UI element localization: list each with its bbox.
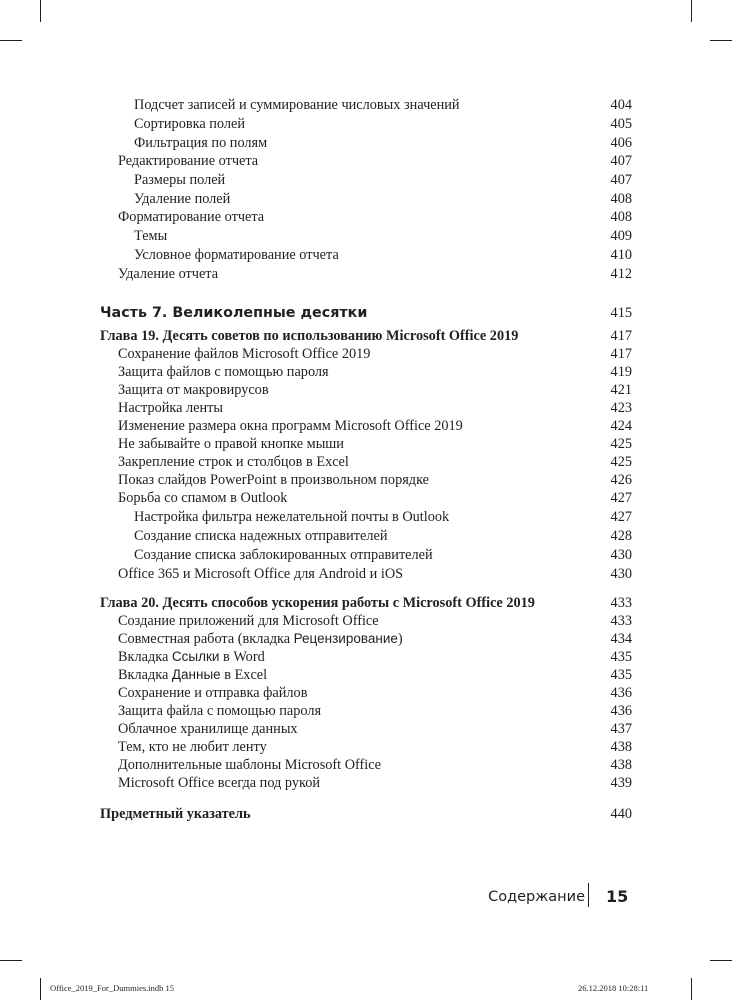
toc-entry <box>0 363 732 381</box>
toc-entry-title: Защита от макровирусов <box>118 382 269 398</box>
toc-entry <box>0 417 732 435</box>
crop-mark <box>0 40 22 41</box>
toc-entry-page: 438 <box>610 739 632 755</box>
toc-part-heading <box>0 304 732 322</box>
toc-entry-title-prefix: Вкладка <box>118 667 172 683</box>
toc-entry <box>0 648 732 666</box>
toc-entry <box>0 471 732 489</box>
toc-entry-page: 425 <box>610 454 632 470</box>
toc-entry <box>0 546 732 564</box>
running-head-title: Содержание <box>488 889 585 905</box>
toc-entry-ui-term: Рецензирование <box>293 631 398 646</box>
toc-entry-page: 417 <box>610 346 632 362</box>
toc-entry-page: 412 <box>610 266 632 282</box>
toc-entry-page: 425 <box>610 436 632 452</box>
toc-entry-page: 410 <box>610 247 632 263</box>
toc-index-entry <box>0 805 732 823</box>
toc-entry <box>0 508 732 526</box>
toc-chapter-heading <box>0 594 732 612</box>
toc-entry-title: Подсчет записей и суммирование числовых значений <box>134 97 460 113</box>
toc-entry-page: 428 <box>610 528 632 544</box>
toc-entry <box>0 630 732 648</box>
toc-entry-page: 409 <box>610 228 632 244</box>
toc-entry-title-prefix: Совместная работа (вкладка <box>118 631 294 647</box>
toc-entry <box>0 774 732 792</box>
crop-mark <box>0 960 22 961</box>
toc-entry-page: 426 <box>610 472 632 488</box>
toc-entry-title: Удаление полей <box>134 191 231 207</box>
toc-entry <box>0 684 732 702</box>
page-number: 15 <box>606 887 629 906</box>
toc-entry-page: 404 <box>610 97 632 113</box>
toc-entry-page: 436 <box>610 703 632 719</box>
toc-entry-page: 407 <box>610 172 632 188</box>
toc-entry-title: Глава 20. Десять способов ускорения работы с Microsoft Office 2019 <box>100 595 535 611</box>
toc-entry-title: Создание списка заблокированных отправителей <box>134 547 433 563</box>
toc-entry-title: Борьба со спамом в Outlook <box>118 490 288 506</box>
toc-entry-title: Защита файла с помощью пароля <box>118 703 322 719</box>
toc-entry-title: Размеры полей <box>134 172 226 188</box>
toc-entry-page: 436 <box>610 685 632 701</box>
toc-entry-title: Сортировка полей <box>134 116 245 132</box>
toc-entry-title: Создание списка надежных отправителей <box>134 528 388 544</box>
toc-entry-page: 435 <box>610 667 632 683</box>
toc-entry-page: 434 <box>610 631 632 647</box>
toc-entry-title: Сохранение файлов Microsoft Office 2019 <box>118 346 371 362</box>
toc-chapter-heading <box>0 327 732 345</box>
toc-entry-title-suffix: в Word <box>219 649 265 665</box>
toc-entry <box>0 435 732 453</box>
toc-entry-title <box>118 648 265 666</box>
toc-entry-title: Изменение размера окна программ Microsoft Office 2019 <box>118 418 463 434</box>
toc-entry-title: Часть 7. Великолепные десятки <box>100 305 368 321</box>
toc-entry-title: Настройка ленты <box>118 400 224 416</box>
toc-entry-page: 421 <box>610 382 632 398</box>
toc-entry-page: 427 <box>610 490 632 506</box>
toc-entry-page: 435 <box>610 649 632 665</box>
toc-entry-title: Office 365 и Microsoft Office для Android и iOS <box>118 566 404 582</box>
toc-entry <box>0 527 732 545</box>
toc-entry <box>0 612 732 630</box>
crop-mark <box>691 978 692 1000</box>
toc-entry-title: Настройка фильтра нежелательной почты в Outlook <box>134 509 450 525</box>
toc-entry-title: Microsoft Office всегда под рукой <box>118 775 321 791</box>
toc-entry-page: 408 <box>610 191 632 207</box>
print-slug-datetime: 26.12.2018 10:28:11 <box>578 983 649 993</box>
toc-entry-page: 439 <box>610 775 632 791</box>
toc-entry-title: Не забывайте о правой кнопке мыши <box>118 436 344 452</box>
running-head-divider <box>588 883 589 907</box>
toc-entry-page: 427 <box>610 509 632 525</box>
toc-entry-title <box>118 666 267 684</box>
toc-entry <box>0 96 732 114</box>
running-footer <box>0 886 732 908</box>
toc-entry-title: Создание приложений для Microsoft Office <box>118 613 379 629</box>
toc-entry-page: 440 <box>610 806 632 822</box>
toc-entry <box>0 152 732 170</box>
toc-entry <box>0 345 732 363</box>
toc-entry-page: 405 <box>610 116 632 132</box>
toc-entry <box>0 134 732 152</box>
toc-entry-page: 406 <box>610 135 632 151</box>
toc-entry <box>0 453 732 471</box>
toc-entry-title: Тем, кто не любит ленту <box>118 739 267 755</box>
crop-mark <box>40 978 41 1000</box>
toc-entry-page: 407 <box>610 153 632 169</box>
toc-entry-page: 433 <box>610 613 632 629</box>
toc-entry-page: 408 <box>610 209 632 225</box>
print-slug-file: Office_2019_For_Dummies.indb 15 <box>50 983 175 993</box>
toc-entry <box>0 702 732 720</box>
toc-entry <box>0 265 732 283</box>
toc-entry-title: Дополнительные шаблоны Microsoft Office <box>118 757 381 773</box>
toc-entry-title: Темы <box>134 228 168 244</box>
toc-entry-title: Сохранение и отправка файлов <box>118 685 308 701</box>
toc-entry-title: Форматирование отчета <box>118 209 265 225</box>
toc-entry <box>0 115 732 133</box>
toc-entry-page: 417 <box>610 328 632 344</box>
toc-entry-page: 419 <box>610 364 632 380</box>
toc-entry <box>0 208 732 226</box>
toc-entry-title: Глава 19. Десять советов по использованию Microsoft Office 2019 <box>100 328 519 344</box>
toc-entry-title: Редактирование отчета <box>118 153 259 169</box>
crop-mark <box>40 0 41 22</box>
toc-entry-title: Условное форматирование отчета <box>134 247 339 263</box>
toc-entry-title: Предметный указатель <box>100 806 251 822</box>
crop-mark <box>710 40 732 41</box>
toc-entry-title <box>118 630 403 648</box>
toc-entry-page: 430 <box>610 547 632 563</box>
toc-entry-title: Закрепление строк и столбцов в Excel <box>118 454 349 470</box>
toc-entry-page: 437 <box>610 721 632 737</box>
toc-entry <box>0 381 732 399</box>
toc-entry <box>0 489 732 507</box>
toc-entry-page: 415 <box>610 305 632 321</box>
toc-entry-title: Удаление отчета <box>118 266 219 282</box>
toc-entry <box>0 227 732 245</box>
toc-entry-page: 430 <box>610 566 632 582</box>
crop-mark <box>710 960 732 961</box>
toc-entry <box>0 399 732 417</box>
toc-entry <box>0 756 732 774</box>
toc-entry-ui-term: Ссылки <box>171 649 220 664</box>
toc-entry-title: Защита файлов с помощью пароля <box>118 364 329 380</box>
toc-entry-title: Облачное хранилище данных <box>118 721 298 737</box>
toc-entry <box>0 666 732 684</box>
toc-entry <box>0 565 732 583</box>
toc-entry-ui-term: Данные <box>171 667 221 682</box>
toc-entry <box>0 246 732 264</box>
toc-entry-title: Показ слайдов PowerPoint в произвольном порядке <box>118 472 430 488</box>
toc-entry-page: 438 <box>610 757 632 773</box>
toc-entry <box>0 171 732 189</box>
toc-entry <box>0 720 732 738</box>
toc-entry <box>0 190 732 208</box>
toc-entry-title: Фильтрация по полям <box>134 135 268 151</box>
toc-entry-page: 433 <box>610 595 632 611</box>
toc-entry-title-suffix: ) <box>397 631 403 647</box>
crop-mark <box>691 0 692 22</box>
toc-entry-title-prefix: Вкладка <box>118 649 172 665</box>
toc-entry-page: 423 <box>610 400 632 416</box>
toc-entry-title-suffix: в Excel <box>220 667 268 683</box>
toc-entry <box>0 738 732 756</box>
toc-entry-page: 424 <box>610 418 632 434</box>
